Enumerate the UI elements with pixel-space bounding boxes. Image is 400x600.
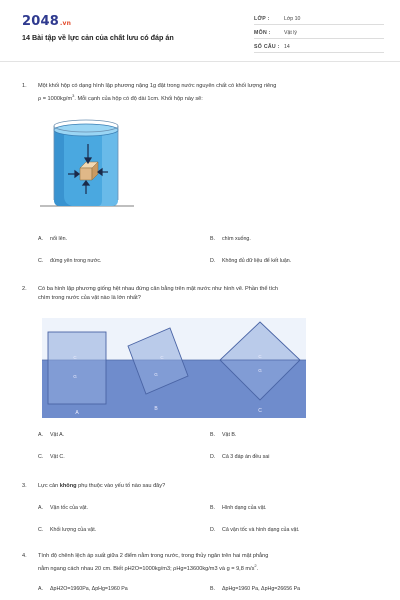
question-line bbox=[38, 91, 382, 104]
option-text: Vận tốc của vật. bbox=[50, 505, 88, 511]
q3-option-c[interactable] bbox=[38, 527, 96, 533]
page-header bbox=[0, 0, 400, 62]
text-fragment: ρ = 1000kg/m bbox=[38, 95, 73, 102]
question-3 bbox=[22, 482, 382, 491]
site-logo[interactable] bbox=[22, 14, 71, 29]
question-line bbox=[38, 561, 382, 574]
text-bold: không bbox=[59, 483, 77, 489]
figure-three-cubes bbox=[42, 318, 306, 418]
text-fragment: . bbox=[256, 565, 259, 572]
meta-count bbox=[254, 43, 384, 53]
option-letter: B. bbox=[210, 505, 216, 511]
option-letter: B. bbox=[210, 236, 216, 242]
option-text: Khối lượng của vật. bbox=[50, 527, 97, 533]
superscript: 3 bbox=[72, 93, 75, 98]
option-text: nổi lên. bbox=[50, 236, 68, 242]
question-number: 4. bbox=[22, 553, 27, 559]
q4-option-b[interactable] bbox=[210, 586, 300, 592]
option-letter: B. bbox=[210, 432, 216, 438]
q2-option-c[interactable] bbox=[38, 454, 65, 460]
cube-front bbox=[80, 168, 92, 180]
q3-option-a[interactable] bbox=[38, 505, 88, 511]
question-number: 3. bbox=[22, 483, 27, 489]
option-letter: C. bbox=[38, 258, 44, 264]
question-line: chìm trong nước của vật nào là lớn nhất? bbox=[38, 295, 141, 301]
q4-option-a[interactable] bbox=[38, 586, 128, 592]
option-letter: D. bbox=[210, 527, 216, 533]
option-text: ΔpH2O=1960Pa, ΔpHg=1960 Pa bbox=[50, 586, 128, 592]
option-letter: B. bbox=[210, 586, 216, 592]
option-text: Không đủ dữ liệu để kết luận. bbox=[222, 258, 292, 264]
q2-option-a[interactable] bbox=[38, 432, 64, 438]
cube-a bbox=[48, 332, 106, 404]
text-fragment: nằm ngang cách nhau 20 cm. Biết ρH2O=1000kg/m3; ρHg=13600kg/m3 và g = 9,8 m/s bbox=[38, 565, 255, 572]
question-number: 1. bbox=[22, 83, 27, 89]
cube-a-point-g: G bbox=[73, 374, 77, 379]
question-line: Một khối hộp có dạng hình lập phương nặng 1g đặt trong nước nguyên chất có khối lượng riêng bbox=[38, 83, 277, 89]
label-c: C bbox=[258, 408, 262, 414]
question-text bbox=[38, 552, 382, 574]
cube-c-point-c: C bbox=[258, 354, 262, 359]
option-letter: C. bbox=[38, 454, 44, 460]
option-text: chìm xuống. bbox=[222, 236, 251, 242]
meta-key: SỐ CÂU : bbox=[254, 44, 280, 50]
question-4 bbox=[22, 552, 382, 574]
q3-option-d[interactable] bbox=[210, 527, 299, 533]
option-letter: A. bbox=[38, 432, 44, 438]
q2-option-d[interactable] bbox=[210, 454, 269, 460]
figure-cube-in-water bbox=[38, 116, 136, 214]
question-text bbox=[38, 82, 382, 104]
question-text bbox=[38, 482, 382, 491]
option-text: Cả vận tốc và hình dạng của vật. bbox=[222, 527, 300, 533]
q1-option-a[interactable] bbox=[38, 236, 67, 242]
option-text: đứng yên trong nước. bbox=[50, 258, 102, 264]
option-text: ΔpHg=1960 Pa, ΔpHg=26656 Pa bbox=[222, 586, 301, 592]
meta-key: MÔN : bbox=[254, 30, 271, 36]
question-2 bbox=[22, 285, 382, 303]
q2-option-b[interactable] bbox=[210, 432, 236, 438]
question-number: 2. bbox=[22, 286, 27, 292]
option-text: Vật B. bbox=[222, 432, 237, 438]
label-a: A bbox=[75, 410, 79, 416]
option-text: Cả 3 đáp án đều sai bbox=[222, 454, 270, 460]
meta-subject bbox=[254, 29, 384, 39]
text-fragment: phụ thuộc vào yếu tố nào sau đây? bbox=[76, 483, 166, 489]
cube-b-point-c: C bbox=[160, 355, 164, 360]
meta-grade bbox=[254, 15, 384, 25]
text-fragment: Lực cản bbox=[38, 483, 60, 489]
question-line: Tính độ chênh lệch áp suất giữa 2 điểm nằm trong nước, trong thủy ngân trên hai mặt phẳng bbox=[38, 553, 269, 559]
q1-option-b[interactable] bbox=[210, 236, 251, 242]
logo-text: 2048 bbox=[22, 14, 59, 29]
option-letter: C. bbox=[38, 527, 44, 533]
meta-value: Vật lý bbox=[284, 30, 297, 36]
question-text bbox=[38, 285, 382, 303]
option-text: Vật A. bbox=[50, 432, 65, 438]
document-title: 14 Bài tập về lực cản của chất lưu có đáp án bbox=[22, 33, 174, 42]
meta-value: 14 bbox=[284, 44, 290, 50]
logo-suffix: .vn bbox=[59, 20, 72, 27]
text-fragment: . Mỗi cạnh của hộp có độ dài 1cm. Khối hộp này sẽ: bbox=[74, 95, 203, 102]
option-letter: A. bbox=[38, 586, 44, 592]
label-b: B bbox=[154, 406, 158, 412]
cube-c-point-g: G bbox=[258, 368, 262, 373]
cube-a-point-c: C bbox=[73, 355, 77, 360]
option-letter: A. bbox=[38, 236, 44, 242]
question-line: Có ba hình lập phương giống hệt nhau đứng cân bằng trên mặt nước như hình vẽ. Phần thể tích bbox=[38, 286, 279, 292]
option-text: Hình dạng của vật. bbox=[222, 505, 267, 511]
option-letter: A. bbox=[38, 505, 44, 511]
option-letter: D. bbox=[210, 454, 216, 460]
meta-value: Lớp 10 bbox=[284, 16, 301, 22]
q1-option-c[interactable] bbox=[38, 258, 102, 264]
option-text: Vật C. bbox=[50, 454, 65, 460]
meta-key: LỚP : bbox=[254, 16, 270, 22]
question-1 bbox=[22, 82, 382, 104]
option-letter: D. bbox=[210, 258, 216, 264]
q3-option-b[interactable] bbox=[210, 505, 266, 511]
superscript: 2 bbox=[254, 563, 257, 568]
q1-option-d[interactable] bbox=[210, 258, 291, 264]
cube-b-point-g: G bbox=[154, 372, 158, 377]
